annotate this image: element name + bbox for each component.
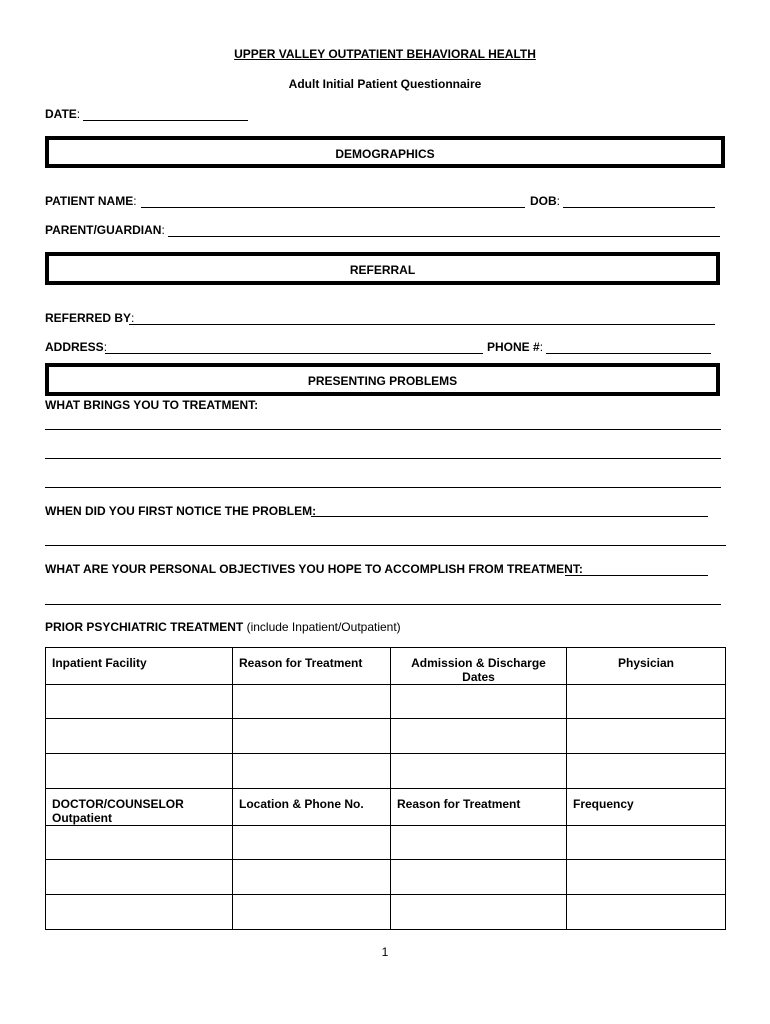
table-cell[interactable] bbox=[567, 860, 726, 895]
dob-label: DOB: bbox=[530, 194, 561, 208]
table-cell[interactable] bbox=[567, 685, 726, 719]
address-field[interactable] bbox=[105, 353, 483, 354]
objectives-answer-line[interactable] bbox=[45, 604, 721, 605]
demographics-section-header bbox=[45, 136, 725, 168]
inpatient-physician-header: Physician bbox=[567, 648, 726, 685]
presenting-problems-label: PRESENTING PROBLEMS bbox=[307, 374, 458, 388]
table-cell[interactable] bbox=[233, 895, 391, 930]
patient-name-field[interactable] bbox=[141, 207, 525, 208]
outpatient-frequency-header: Frequency bbox=[567, 789, 726, 826]
table-row bbox=[46, 826, 726, 860]
prior-treatment-heading: PRIOR PSYCHIATRIC TREATMENT (include Inpatient/Outpatient) bbox=[45, 620, 401, 634]
table-row bbox=[46, 895, 726, 930]
inpatient-reason-header: Reason for Treatment bbox=[233, 648, 391, 685]
table-row bbox=[46, 860, 726, 895]
brings-answer-line-1[interactable] bbox=[45, 429, 721, 430]
table-cell[interactable] bbox=[567, 826, 726, 860]
first-notice-question: WHEN DID YOU FIRST NOTICE THE PROBLEM: bbox=[45, 504, 317, 518]
table-cell[interactable] bbox=[391, 719, 567, 754]
objectives-answer-inline[interactable] bbox=[565, 575, 708, 576]
table-cell[interactable] bbox=[233, 860, 391, 895]
table-cell[interactable] bbox=[46, 826, 233, 860]
dob-field[interactable] bbox=[563, 207, 715, 208]
phone-label: PHONE #: bbox=[487, 340, 544, 354]
referred-by-field[interactable] bbox=[129, 324, 715, 325]
outpatient-location-header: Location & Phone No. bbox=[233, 789, 391, 826]
table-cell[interactable] bbox=[46, 754, 233, 789]
first-notice-answer-line[interactable] bbox=[45, 545, 726, 546]
objectives-question: WHAT ARE YOUR PERSONAL OBJECTIVES YOU HOPE TO ACCOMPLISH FROM TREATMENT: bbox=[45, 562, 583, 576]
inpatient-facility-header: Inpatient Facility bbox=[46, 648, 233, 685]
date-label: DATE: bbox=[45, 107, 81, 121]
table-cell[interactable] bbox=[391, 685, 567, 719]
referral-section-header bbox=[45, 252, 720, 285]
referral-label: REFERRAL bbox=[349, 263, 416, 277]
table-row bbox=[46, 719, 726, 754]
brings-question: WHAT BRINGS YOU TO TREATMENT: bbox=[45, 398, 259, 412]
table-cell[interactable] bbox=[233, 826, 391, 860]
table-cell[interactable] bbox=[391, 754, 567, 789]
table-cell[interactable] bbox=[567, 719, 726, 754]
table-cell[interactable] bbox=[567, 895, 726, 930]
table-cell[interactable] bbox=[391, 860, 567, 895]
inpatient-header-row bbox=[46, 648, 726, 685]
first-notice-answer-inline[interactable] bbox=[311, 516, 708, 517]
presenting-problems-section-header bbox=[45, 363, 720, 396]
guardian-field[interactable] bbox=[168, 236, 720, 237]
inpatient-dates-header: Admission & Discharge Dates bbox=[391, 648, 567, 685]
phone-field[interactable] bbox=[546, 353, 711, 354]
table-cell[interactable] bbox=[233, 754, 391, 789]
referred-by-label: REFERRED BY: bbox=[45, 311, 135, 325]
outpatient-header-row bbox=[46, 789, 726, 826]
page-number: 1 bbox=[381, 945, 389, 959]
table-cell[interactable] bbox=[46, 685, 233, 719]
brings-answer-line-3[interactable] bbox=[45, 487, 721, 488]
organization-title: UPPER VALLEY OUTPATIENT BEHAVIORAL HEALTH bbox=[234, 47, 536, 61]
address-label: ADDRESS: bbox=[45, 340, 108, 354]
table-cell[interactable] bbox=[567, 754, 726, 789]
guardian-label: PARENT/GUARDIAN: bbox=[45, 223, 165, 237]
demographics-label: DEMOGRAPHICS bbox=[335, 147, 435, 161]
table-cell[interactable] bbox=[391, 826, 567, 860]
table-cell[interactable] bbox=[46, 895, 233, 930]
table-cell[interactable] bbox=[233, 685, 391, 719]
outpatient-reason-header: Reason for Treatment bbox=[391, 789, 567, 826]
table-row bbox=[46, 754, 726, 789]
patient-name-label: PATIENT NAME: bbox=[45, 194, 137, 208]
date-field[interactable] bbox=[83, 120, 248, 121]
table-cell[interactable] bbox=[233, 719, 391, 754]
brings-answer-line-2[interactable] bbox=[45, 458, 721, 459]
table-cell[interactable] bbox=[391, 895, 567, 930]
table-cell[interactable] bbox=[46, 860, 233, 895]
outpatient-doctor-header: DOCTOR/COUNSELOR Outpatient bbox=[46, 789, 233, 826]
table-row bbox=[46, 685, 726, 719]
form-title: Adult Initial Patient Questionnaire bbox=[288, 77, 482, 91]
inpatient-table bbox=[45, 647, 726, 930]
table-cell[interactable] bbox=[46, 719, 233, 754]
